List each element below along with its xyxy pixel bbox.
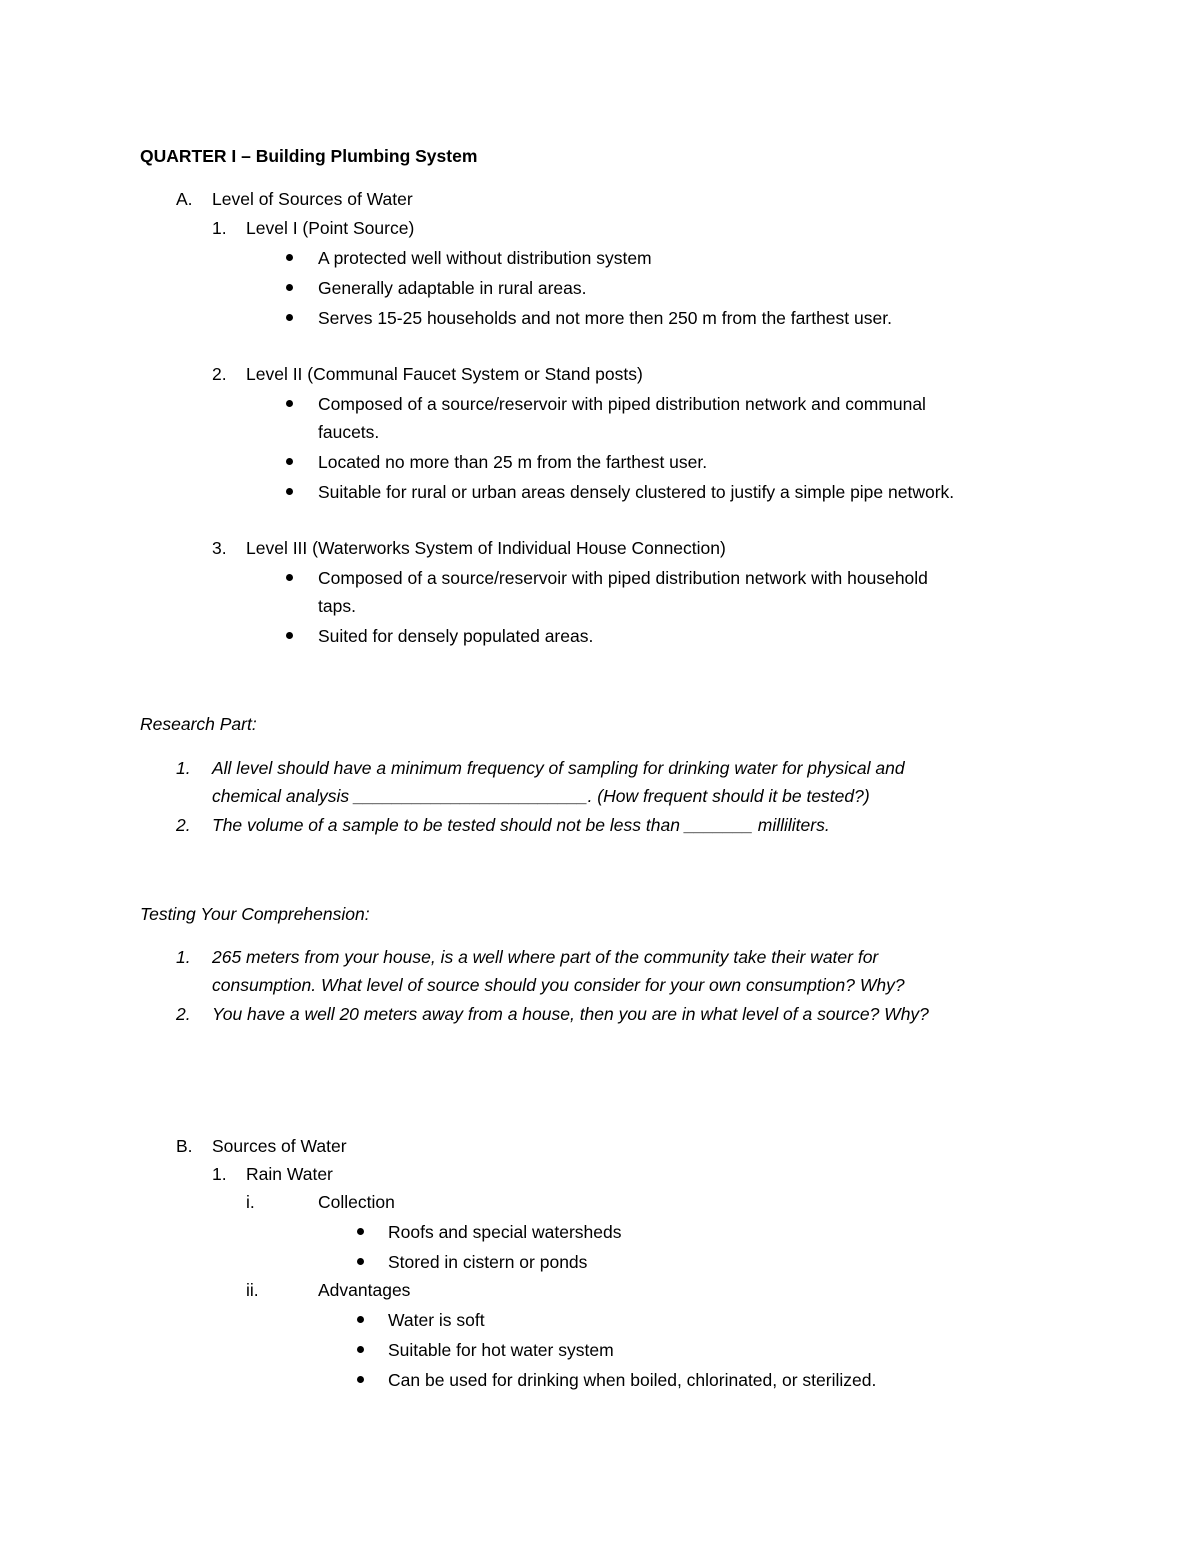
- level-2-number: 2.: [212, 364, 227, 384]
- level-3-number: 3.: [212, 538, 227, 558]
- section-a-marker: A.: [176, 189, 193, 209]
- comprehension-question-line: consumption. What level of source should you consider for your own consumption? Why?: [212, 975, 905, 995]
- bullet-dot-icon: [357, 1316, 364, 1323]
- level-1-bullet: Generally adaptable in rural areas.: [318, 278, 587, 298]
- level-1-bullet: A protected well without distribution system: [318, 248, 652, 268]
- level-3-bullet: Composed of a source/reservoir with piped distribution network with household: [318, 568, 928, 588]
- collection-number: i.: [246, 1192, 255, 1212]
- research-heading: Research Part:: [140, 714, 257, 734]
- bullet-dot-icon: [286, 458, 293, 465]
- section-b-marker: B.: [176, 1136, 193, 1156]
- bullet-dot-icon: [357, 1376, 364, 1383]
- bullet-dot-icon: [286, 488, 293, 495]
- bullet-dot-icon: [286, 314, 293, 321]
- advantages-bullet: Water is soft: [388, 1310, 485, 1330]
- comprehension-item-number: 1.: [176, 947, 191, 967]
- section-b-heading: Sources of Water: [212, 1136, 347, 1156]
- research-item-number: 1.: [176, 758, 191, 778]
- advantages-number: ii.: [246, 1280, 259, 1300]
- level-1-bullet: Serves 15-25 households and not more then 250 m from the farthest user.: [318, 308, 892, 328]
- bullet-dot-icon: [357, 1346, 364, 1353]
- collection-bullet: Roofs and special watersheds: [388, 1222, 622, 1242]
- level-1-title: Level I (Point Source): [246, 218, 415, 238]
- advantages-title: Advantages: [318, 1280, 411, 1300]
- bullet-dot-icon: [286, 632, 293, 639]
- level-3-bullet-cont: taps.: [318, 596, 356, 616]
- advantages-bullet: Suitable for hot water system: [388, 1340, 614, 1360]
- research-item-number: 2.: [176, 815, 191, 835]
- rain-water-title: Rain Water: [246, 1164, 333, 1184]
- level-3-bullet: Suited for densely populated areas.: [318, 626, 594, 646]
- level-2-title: Level II (Communal Faucet System or Stand posts): [246, 364, 643, 384]
- research-question-line: All level should have a minimum frequency of sampling for drinking water for physical and: [212, 758, 905, 778]
- collection-title: Collection: [318, 1192, 395, 1212]
- collection-bullet: Stored in cistern or ponds: [388, 1252, 588, 1272]
- level-1-number: 1.: [212, 218, 227, 238]
- bullet-dot-icon: [357, 1258, 364, 1265]
- comprehension-heading: Testing Your Comprehension:: [140, 904, 370, 924]
- comprehension-question-line: You have a well 20 meters away from a house, then you are in what level of a source? Why?: [212, 1004, 929, 1024]
- level-2-bullet: Located no more than 25 m from the farthest user.: [318, 452, 708, 472]
- bullet-dot-icon: [286, 400, 293, 407]
- bullet-dot-icon: [286, 574, 293, 581]
- advantages-bullet: Can be used for drinking when boiled, chlorinated, or sterilized.: [388, 1370, 877, 1390]
- level-2-bullet: Composed of a source/reservoir with piped distribution network and communal: [318, 394, 926, 414]
- bullet-dot-icon: [357, 1228, 364, 1235]
- level-2-bullet: Suitable for rural or urban areas densely clustered to justify a simple pipe network.: [318, 482, 955, 502]
- rain-water-number: 1.: [212, 1164, 227, 1184]
- level-3-title: Level III (Waterworks System of Individual House Connection): [246, 538, 726, 558]
- research-question-line: chemical analysis ________________________. (How frequent should it be tested?): [212, 786, 870, 806]
- bullet-dot-icon: [286, 254, 293, 261]
- page-title: QUARTER I – Building Plumbing System: [140, 146, 478, 166]
- section-a-heading: Level of Sources of Water: [212, 189, 413, 209]
- bullet-dot-icon: [286, 284, 293, 291]
- research-question-line: The volume of a sample to be tested should not be less than _______ milliliters.: [212, 815, 830, 835]
- comprehension-item-number: 2.: [176, 1004, 191, 1024]
- level-2-bullet-cont: faucets.: [318, 422, 380, 442]
- comprehension-question-line: 265 meters from your house, is a well where part of the community take their water for: [212, 947, 879, 967]
